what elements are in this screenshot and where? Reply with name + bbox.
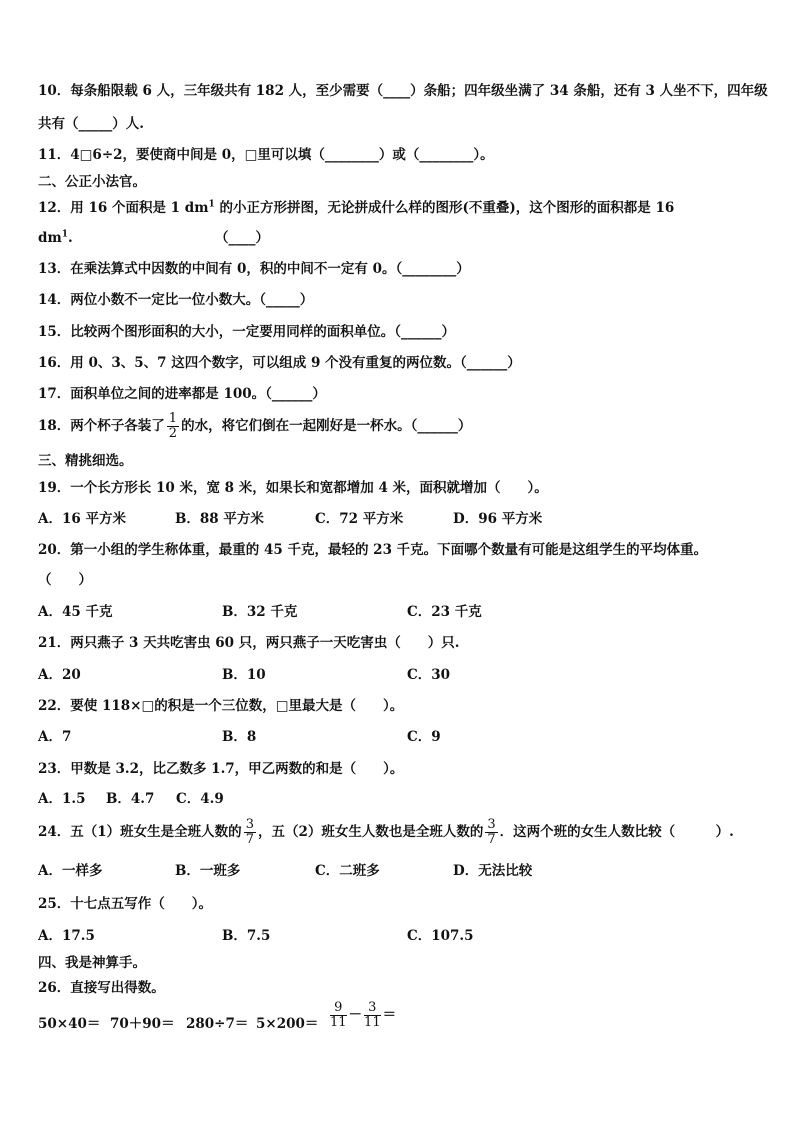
- q12-blank: （____）: [215, 230, 269, 246]
- section-4-title: 四、我是神算手。: [38, 955, 146, 971]
- section-3-title: 三、精挑细选。: [38, 453, 133, 469]
- q19-option-a[interactable]: A．16 平方米: [38, 511, 126, 527]
- q26-fraction-2: [364, 1001, 381, 1030]
- q26-item-1: 50×40＝: [38, 1016, 101, 1032]
- q12-sup2: 1: [61, 229, 68, 240]
- q26-fraction-1: [330, 1001, 347, 1030]
- q18-post: 的水，将它们倒在一起刚好是一杯水。（______）: [181, 418, 472, 434]
- q25-option-a[interactable]: A．17.5: [38, 928, 95, 944]
- q24-num2: 3: [487, 817, 496, 832]
- q26-den2: 11: [364, 1015, 381, 1030]
- q26-item-3: 280÷7＝: [186, 1016, 249, 1032]
- q25-stem: 25．十七点五写作（ ）。: [38, 896, 213, 912]
- q23-option-c[interactable]: C．4.9: [176, 791, 224, 807]
- q24-fraction-1: [244, 818, 256, 847]
- q24-mid: ，五（2）班女生人数也是全班人数的: [257, 824, 484, 840]
- q21-stem: 21．两只燕子 3 天共吃害虫 60 只，两只燕子一天吃害虫（ ）只.: [38, 635, 460, 651]
- q12-text-a: 12．用 16 个面积是 1 dm: [38, 200, 209, 216]
- q20-option-c[interactable]: C．23 千克: [407, 604, 482, 620]
- q21-option-c[interactable]: C．30: [407, 667, 451, 683]
- q25-option-b[interactable]: B．7.5: [222, 928, 271, 944]
- q22-option-c[interactable]: C．9: [407, 729, 441, 745]
- q18: [38, 412, 471, 441]
- q26-item-2: 70＋90＝: [110, 1016, 175, 1032]
- q11: 11．4□6÷2，要使商中间是 0，□里可以填（________）或（________）。: [38, 147, 494, 163]
- q24-den2: 7: [487, 832, 496, 847]
- q12-unit: dm: [38, 230, 62, 246]
- q26-eq: ＝: [382, 1007, 397, 1023]
- q23-stem: 23．甲数是 3.2，比乙数多 1.7，甲乙两数的和是（ ）。: [38, 761, 404, 777]
- q19-stem: 19．一个长方形长 10 米，宽 8 米，如果长和宽都增加 4 米，面积就增加（ ）。: [38, 480, 548, 496]
- q17: 17．面积单位之间的进率都是 100。（______）: [38, 386, 326, 402]
- q23-option-b[interactable]: B．4.7: [106, 791, 155, 807]
- q22-stem: 22．要使 118×□的积是一个三位数，□里最大是（ ）。: [38, 698, 404, 714]
- q25-option-c[interactable]: C．107.5: [407, 928, 474, 944]
- q12-dot: .: [68, 230, 73, 246]
- q12-sup1: 1: [208, 199, 215, 210]
- q14: 14．两位小数不一定比一位小数大。（_____）: [38, 292, 314, 308]
- q26-item-5: [328, 1001, 396, 1030]
- q26-minus: －: [348, 1007, 363, 1023]
- q18-den: 2: [168, 426, 178, 441]
- q24-stem: [38, 818, 734, 847]
- q19-option-d[interactable]: D．96 平方米: [453, 511, 543, 527]
- q15: 15．比较两个图形面积的大小，一定要用同样的面积单位。（______）: [38, 324, 456, 340]
- q21-option-a[interactable]: A．20: [38, 667, 81, 683]
- q19-option-b[interactable]: B．88 平方米: [175, 511, 264, 527]
- q20-paren: （ ）: [38, 572, 92, 588]
- section-2-title: 二、公正小法官。: [38, 174, 146, 190]
- q24-den1: 7: [245, 832, 254, 847]
- q24-option-a[interactable]: A．一样多: [38, 863, 103, 879]
- q26-item-4: 5×200＝: [256, 1016, 319, 1032]
- q16: 16．用 0、3、5、7 这四个数字，可以组成 9 个没有重复的两位数。（______）: [38, 355, 521, 371]
- q12-line2: [38, 229, 73, 247]
- q20-stem: 20．第一小组的学生称体重，最重的 45 千克，最轻的 23 千克。下面哪个数量有可能是这组学生的平均体重。: [38, 542, 708, 558]
- q18-fraction: [167, 412, 179, 441]
- q22-option-a[interactable]: A．7: [38, 729, 72, 745]
- q13: 13．在乘法算式中因数的中间有 0，积的中间不一定有 0。（________）: [38, 261, 470, 277]
- q24-num1: 3: [245, 817, 254, 832]
- q21-option-b[interactable]: B．10: [222, 667, 266, 683]
- q20-option-b[interactable]: B．32 千克: [222, 604, 298, 620]
- q24-option-d[interactable]: D．无法比较: [453, 863, 533, 879]
- q24-fraction-2: [485, 818, 497, 847]
- q20-option-a[interactable]: A．45 千克: [38, 604, 113, 620]
- q26-num1: 9: [330, 1001, 347, 1016]
- q26-stem: 26．直接写出得数。: [38, 980, 165, 996]
- q12-text-b: 的小正方形拼图，无论拼成什么样的图形(不重叠)，这个图形的面积都是 16: [214, 200, 675, 216]
- q26-den1: 11: [330, 1015, 347, 1030]
- q26-num2: 3: [364, 1001, 381, 1016]
- q23-option-a[interactable]: A．1.5: [38, 791, 86, 807]
- q18-pre: 18．两个杯子各装了: [38, 418, 165, 434]
- q24-option-c[interactable]: C．二班多: [315, 863, 380, 879]
- q24-post: ．这两个班的女生人数比较（ ）.: [499, 824, 734, 840]
- q10-line2: 共有（_____）人.: [38, 116, 144, 132]
- q10-line1: 10．每条船限载 6 人，三年级共有 182 人，至少需要（____）条船；四年级坐满了 34 条船，还有 3 人坐不下，四年级: [38, 83, 768, 99]
- q24-option-b[interactable]: B．一班多: [175, 863, 241, 879]
- q19-option-c[interactable]: C．72 平方米: [315, 511, 404, 527]
- q12-line1: [38, 199, 674, 217]
- q22-option-b[interactable]: B．8: [222, 729, 257, 745]
- q18-num: 1: [168, 411, 178, 426]
- q24-pre: 24．五（1）班女生是全班人数的: [38, 824, 242, 840]
